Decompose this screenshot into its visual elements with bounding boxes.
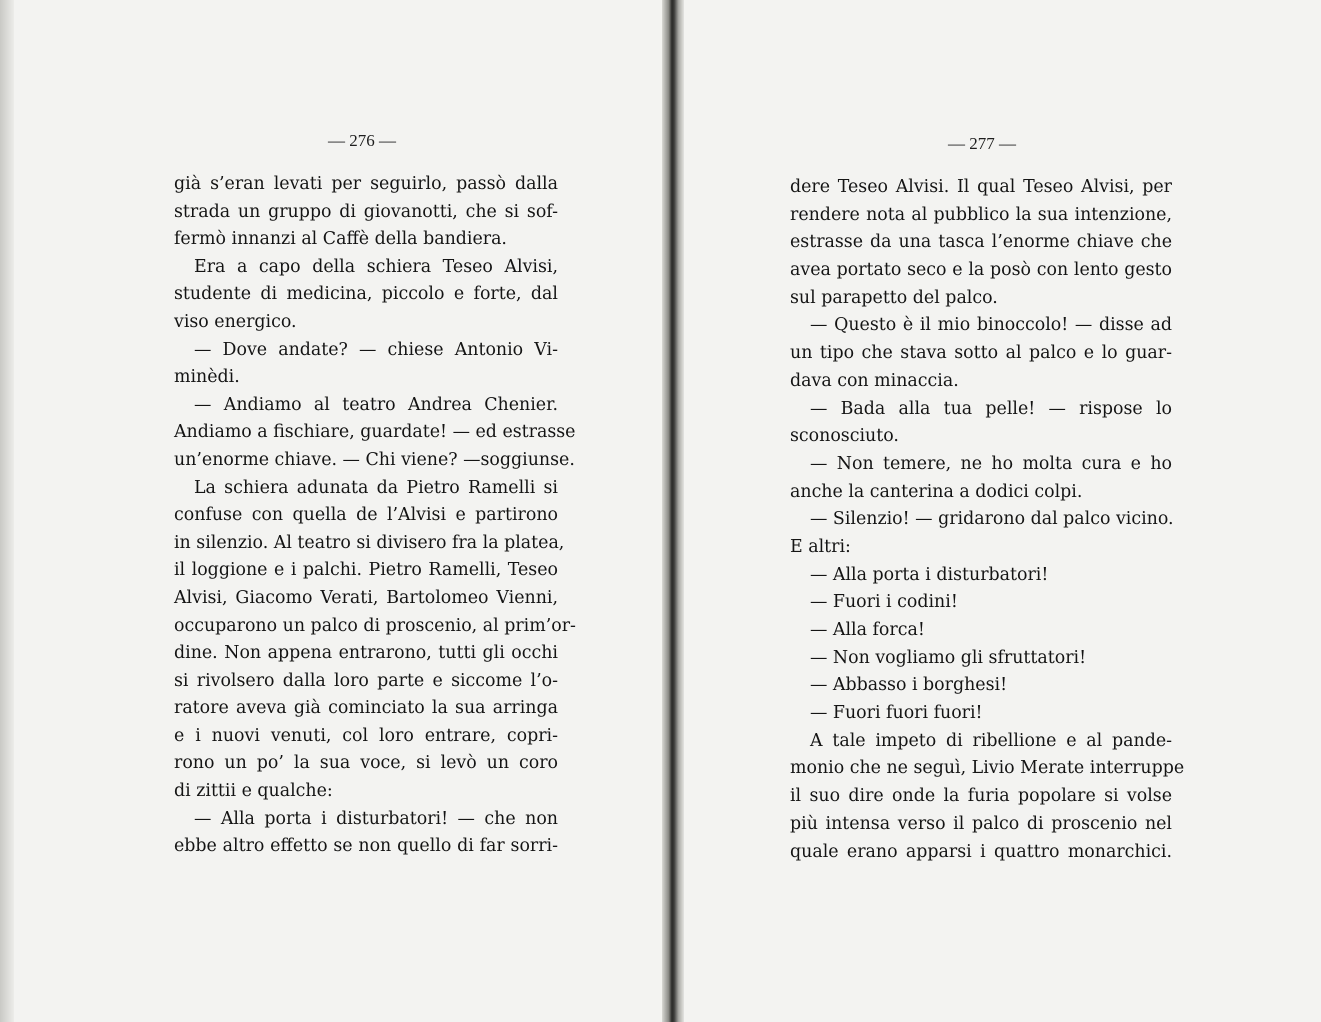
text-line: Alvisi, Giacomo Verati, Bartolomeo Vienni, [174,587,558,608]
text-line: rendere nota al pubblico la sua intenzione, [790,204,1172,225]
text-line: — Dove andate? — chiese Antonio Vi- [194,339,558,360]
text-line: ebbe altro effetto se non quello di far sorri- [174,836,558,857]
text-line: confuse con quella de l’Alvisi e partirono [174,505,558,526]
text-line: il loggione e i palchi. Pietro Ramelli, Teseo [174,560,558,581]
text-line: dava con minaccia. [790,370,959,391]
text-line: A tale impeto di ribellione e al pande- [810,730,1172,751]
text-line: più intensa verso il palco di proscenio nel [790,813,1172,834]
page-number-left: — 276 — [328,131,396,150]
text-line: si rivolsero dalla loro parte e siccome l’o- [174,670,558,691]
text-line: E altri: [790,536,851,557]
text-line: — Alla porta i disturbatori! [810,564,1049,585]
text-line: estrasse da una tasca l’enorme chiave che [790,232,1172,253]
text-line: — Bada alla tua pelle! — rispose lo [810,398,1172,419]
text-line: — Alla forca! [810,620,925,640]
text-line: minèdi. [174,367,240,388]
book-gutter [662,0,684,1022]
text-line: strada un gruppo di giovanotti, che si sof- [174,201,558,222]
text-line: anche la canterina a dodici colpi. [790,481,1083,502]
text-line: Andiamo a fischiare, guardate! — ed estrasse [174,422,576,443]
text-line: ratore aveva già cominciato la sua arringa [174,698,558,719]
text-line: un tipo che stava sotto al palco e lo guar- [790,343,1172,364]
text-line: dere Teseo Alvisi. Il qual Teseo Alvisi, per [790,177,1172,197]
text-line: — Alla porta i disturbatori! — che non [194,808,558,829]
text-line: — Silenzio! — gridarono dal palco vicino. [810,509,1174,530]
text-line: — Abbasso i borghesi! [810,675,1008,696]
text-line: — Fuori i codini! [810,592,958,613]
text-line: occuparono un palco di proscenio, al prim’or- [174,615,576,636]
text-line: studente di medicina, piccolo e forte, dal [174,284,558,305]
text-line: Era a capo della schiera Teseo Alvisi, [194,256,558,277]
text-line: rono un po’ la sua voce, si levò un coro [174,753,558,774]
text-line: viso energico. [174,311,297,332]
page-number-right: — 277 — [948,134,1016,153]
text-line: e i nuovi venuti, col loro entrare, copri- [174,725,558,746]
right-page-text [790,174,1185,866]
text-line: di zittii e qualche: [174,781,333,802]
text-line: — Non vogliamo gli sfruttatori! [810,647,1087,668]
text-line: — Questo è il mio binoccolo! — disse ad [810,315,1172,336]
text-line: quale erano apparsi i quattro monarchici. [790,841,1172,862]
left-page-text [174,171,576,861]
right-page [682,0,1321,1022]
text-line: già s’eran levati per seguirlo, passò dalla [174,174,558,194]
text-line: dine. Non appena entrarono, tutti gli occhi [174,643,558,664]
text-line: il suo dire onde la furia popolare si volse [790,786,1172,807]
page-edge [0,0,14,1022]
text-line: in silenzio. Al teatro si divisero fra la platea, [174,532,565,553]
text-line: — Non temere, ne ho molta cura e ho [810,453,1172,474]
text-line: sconosciuto. [790,426,899,447]
text-line: — Andiamo al teatro Andrea Chenier. [194,394,558,415]
text-line: avea portato seco e la posò con lento gesto [790,260,1172,281]
text-line: fermò innanzi al Caffè della bandiera. [174,229,507,250]
text-line: un’enorme chiave. — Chi viene? —soggiunse. [174,449,575,470]
text-line: — Fuori fuori fuori! [810,703,983,724]
text-line: sul parapetto del palco. [790,287,998,308]
text-line: La schiera adunata da Pietro Ramelli si [194,477,558,498]
text-line: monio che ne seguì, Livio Merate interruppe [790,758,1185,779]
